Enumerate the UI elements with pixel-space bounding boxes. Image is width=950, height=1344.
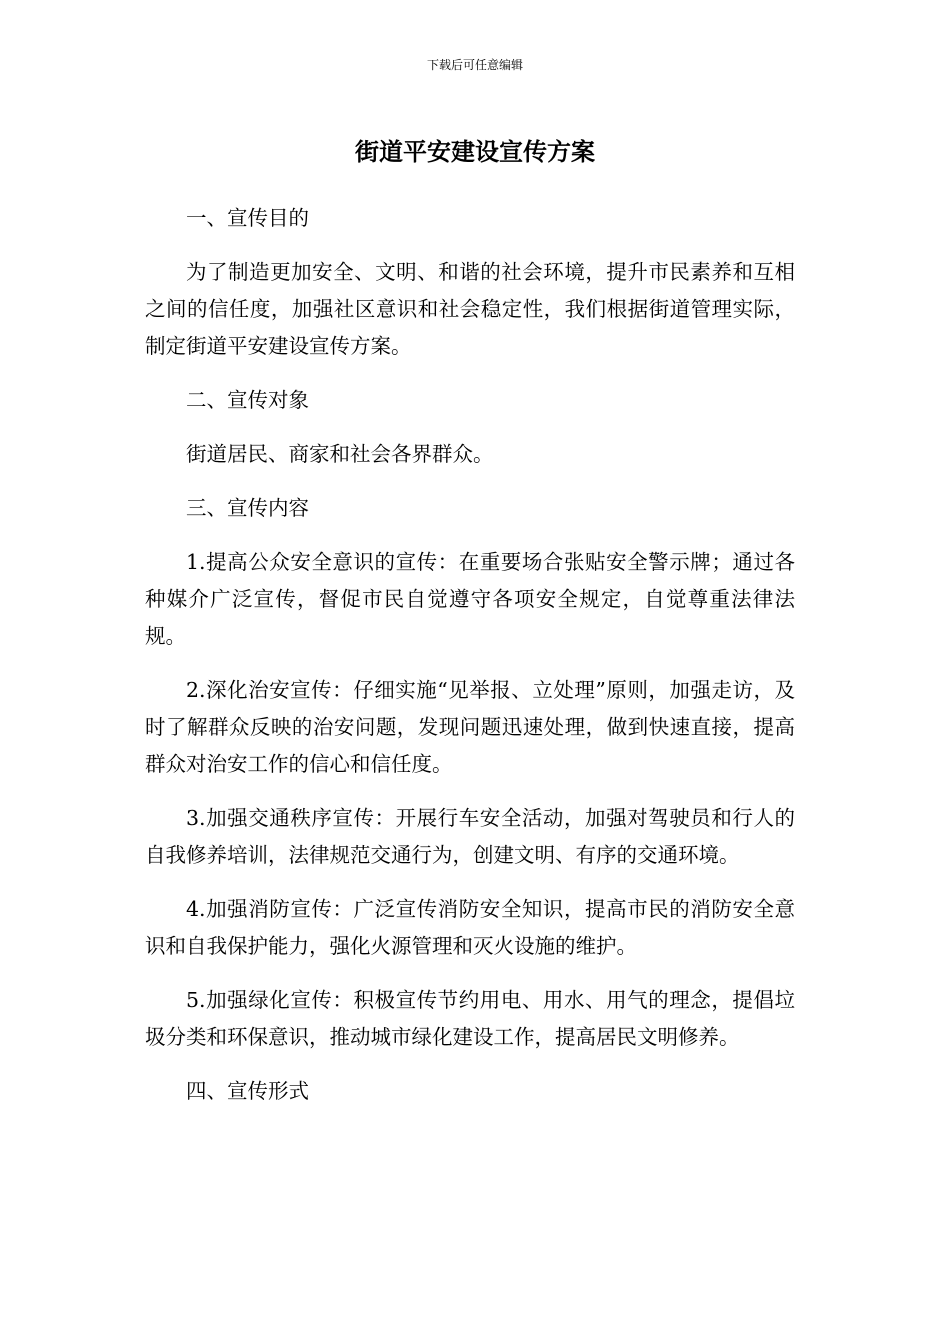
paragraph-audience: 街道居民、商家和社会各界群众。 [186, 442, 494, 466]
document-title: 街道平安建设宣传方案 [355, 138, 595, 166]
paragraph-content-item-1: 1.提高公众安全意识的宣传：在重要场合张贴安全警示牌；通过各种媒介广泛宣传，督促市民自觉遵守各项安全规定，自觉尊重法律法规。 [145, 550, 795, 648]
paragraph-content-item-3: 3.加强交通秩序宣传：开展行车安全活动，加强对驾驶员和行人的自我修养培训，法律规范交通行为，创建文明、有序的交通环境。 [145, 806, 795, 867]
paragraph-content-item-2: 2.深化治安宣传：仔细实施“见举报、立处理”原则，加强走访，及时了解群众反映的治安问题，发现问题迅速处理，做到快速直接，提高群众对治安工作的信心和信任度。 [145, 678, 795, 776]
section-heading-purpose: 一、宣传目的 [186, 206, 309, 230]
header-note: 下载后可任意编辑 [426, 58, 523, 72]
section-heading-content: 三、宣传内容 [186, 496, 309, 520]
document-body [145, 200, 795, 1127]
paragraph-purpose: 为了制造更加安全、文明、和谐的社会环境，提升市民素养和互相之间的信任度，加强社区意识和社会稳定性，我们根据街道管理实际，制定街道平安建设宣传方案。 [145, 260, 795, 358]
section-heading-form: 四、宣传形式 [186, 1079, 309, 1103]
paragraph-content-item-5: 5.加强绿化宣传：积极宣传节约用电、用水、用气的理念，提倡垃圾分类和环保意识，推动城市绿化建设工作，提高居民文明修养。 [145, 988, 795, 1049]
section-heading-audience: 二、宣传对象 [186, 388, 309, 412]
paragraph-content-item-4: 4.加强消防宣传：广泛宣传消防安全知识，提高市民的消防安全意识和自我保护能力，强化火源管理和灭火设施的维护。 [145, 897, 795, 958]
